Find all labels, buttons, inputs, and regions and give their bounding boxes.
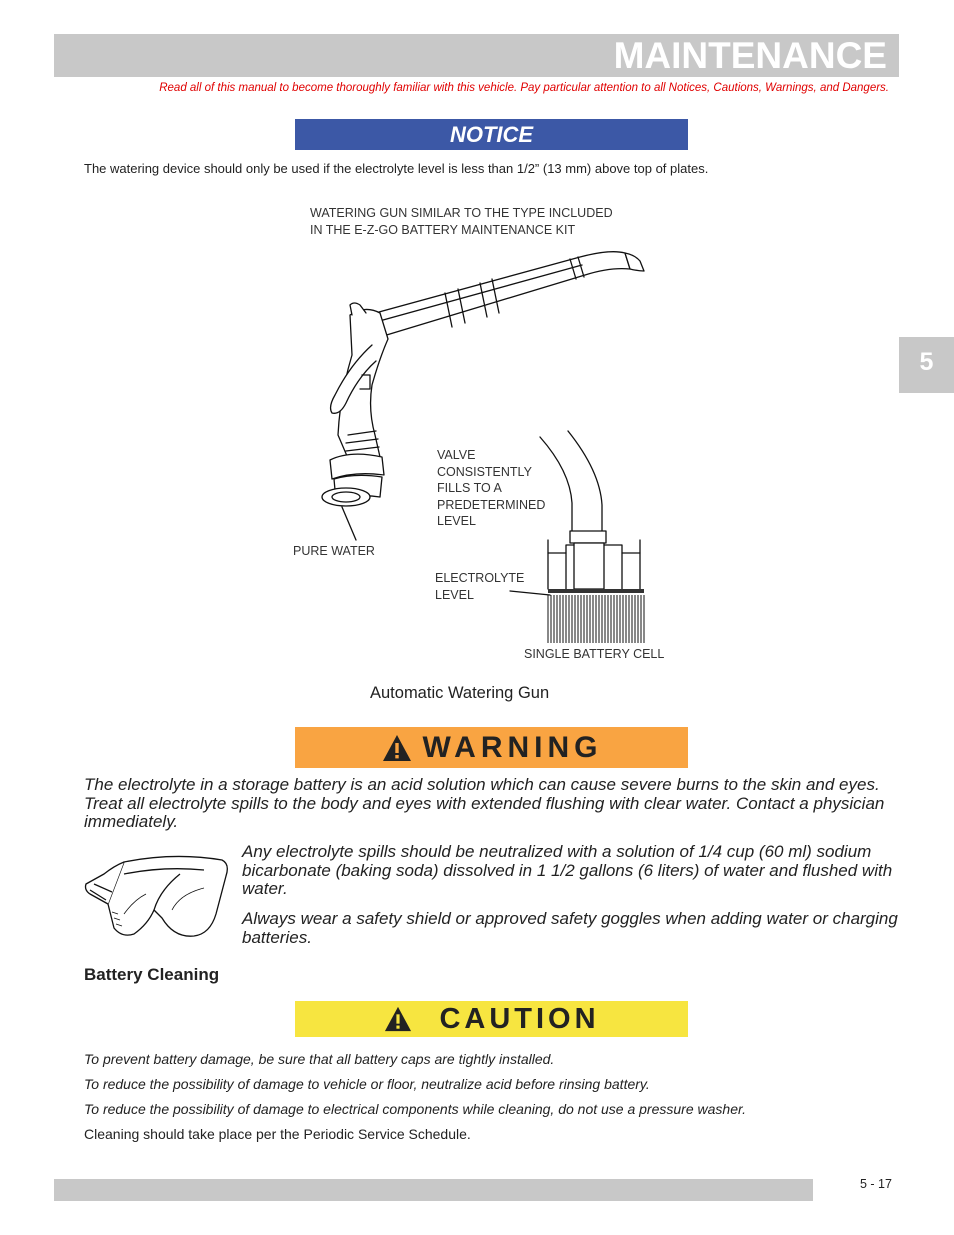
figure-label-cell: SINGLE BATTERY CELL bbox=[524, 647, 665, 661]
intro-notice-text: Read all of this manual to become thoroughly familiar with this vehicle. Pay particular attention to all Notices, Cautions, Warnings, and Dangers. bbox=[159, 82, 889, 94]
figure-label-gun-line1: WATERING GUN SIMILAR TO THE TYPE INCLUDED bbox=[310, 206, 613, 220]
warning-triangle-icon bbox=[381, 733, 413, 763]
caution-label: CAUTION bbox=[439, 1002, 600, 1035]
figure-label-gun-line2: IN THE E-Z-GO BATTERY MAINTENANCE KIT bbox=[310, 222, 576, 237]
caution-line-3: To reduce the possibility of damage to electrical components while cleaning, do not use a pressure washer. bbox=[84, 1101, 747, 1117]
caution-line-2: To reduce the possibility of damage to vehicle or floor, neutralize acid before rinsing battery. bbox=[84, 1076, 650, 1092]
figure-label-valve-line: PREDETERMINED bbox=[437, 497, 546, 512]
notice-banner: NOTICE bbox=[295, 119, 688, 150]
warning-paragraph-3: Always wear a safety shield or approved safety goggles when adding water or charging batteries. bbox=[242, 909, 898, 947]
notice-text: The watering device should only be used if the electrolyte level is less than 1/2” (13 mm) above top of plates. bbox=[84, 161, 709, 176]
warning-paragraph-1: The electrolyte in a storage battery is an acid solution which can cause severe burns to the skin and eyes. Treat all electrolyte spills to the body and eyes with extended flushing with clear water. Contact a physician immediately. bbox=[84, 775, 885, 831]
figure-label-valve-line: FILLS TO A bbox=[437, 481, 502, 495]
warning-paragraph-2: Any electrolyte spills should be neutralized with a solution of 1/4 cup (60 ml) sodium bicarbonate (baking soda) dissolved in 1 1/2 gallons (6 liters) of water and flushed with water. bbox=[242, 842, 893, 898]
caution-line-1: To prevent battery damage, be sure that all battery caps are tightly installed. bbox=[84, 1051, 555, 1067]
safety-goggles-icon bbox=[84, 854, 234, 940]
figure-label-pure-water: PURE WATER bbox=[293, 544, 375, 558]
figure-label-gun bbox=[310, 205, 613, 238]
page-number: 5 - 17 bbox=[860, 1177, 892, 1191]
caution-triangle-icon bbox=[383, 1005, 413, 1033]
caution-banner bbox=[295, 1001, 688, 1037]
section-heading-battery-cleaning: Battery Cleaning bbox=[84, 965, 220, 984]
figure-label-electrolyte-line: LEVEL bbox=[435, 587, 474, 602]
watering-gun-illustration bbox=[280, 235, 700, 645]
figure-label-valve-line: VALVE bbox=[437, 448, 476, 462]
figure-label-valve-line: LEVEL bbox=[437, 514, 476, 528]
warning-label: WARNING bbox=[422, 730, 603, 764]
cleaning-schedule-text: Cleaning should take place per the Periodic Service Schedule. bbox=[84, 1126, 471, 1142]
warning-banner bbox=[295, 727, 688, 768]
figure-label-valve-line: CONSISTENTLY bbox=[437, 464, 532, 479]
figure-caption: Automatic Watering Gun bbox=[370, 684, 550, 702]
chapter-tab: 5 bbox=[899, 337, 954, 393]
figure-label-electrolyte-line: ELECTROLYTE bbox=[435, 571, 525, 585]
page-title: MAINTENANCE bbox=[613, 35, 887, 76]
header-bar bbox=[54, 34, 899, 77]
footer-bar bbox=[54, 1179, 813, 1201]
